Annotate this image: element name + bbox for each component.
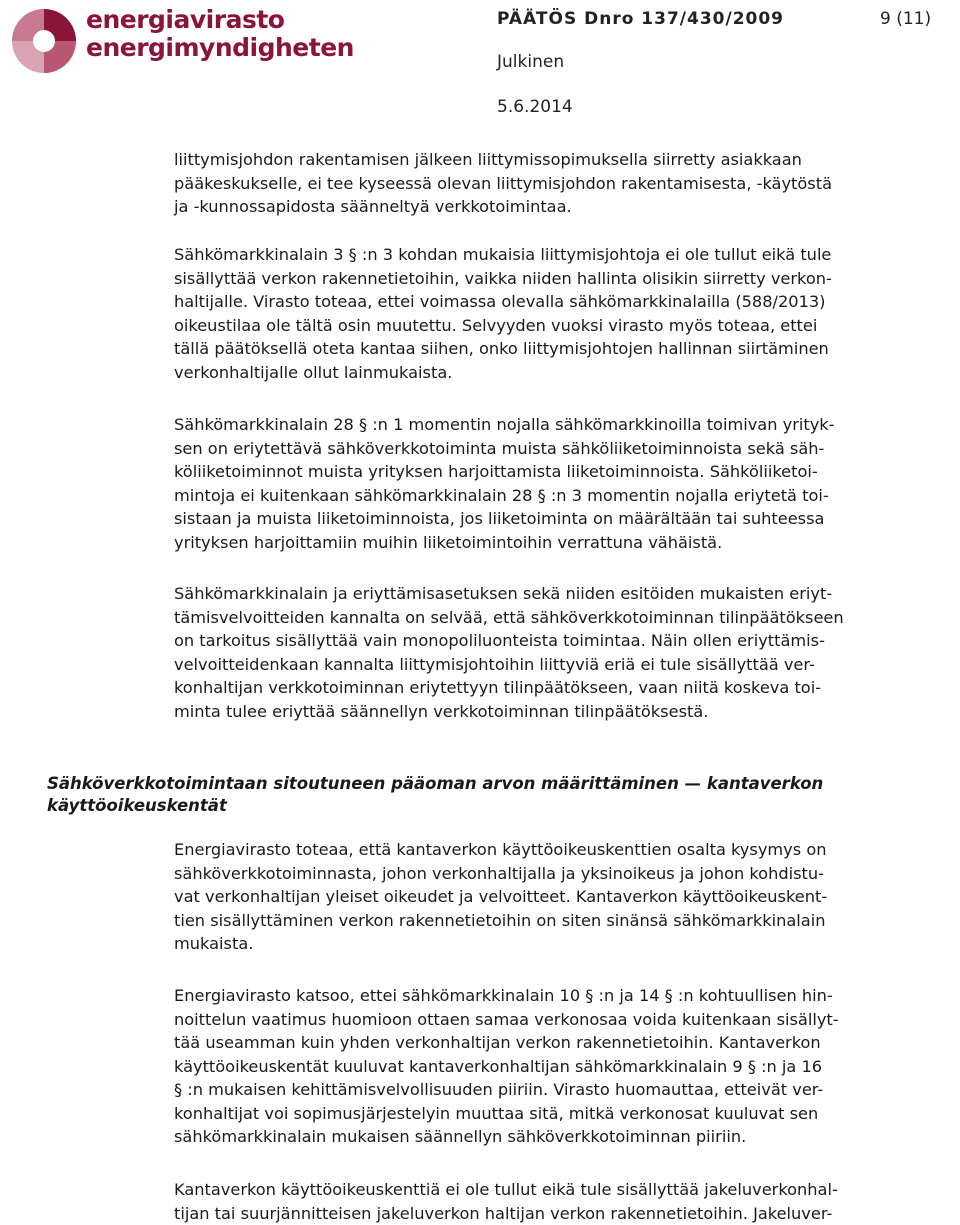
- paragraph-3: [174, 413, 898, 554]
- paragraph-2: [174, 243, 898, 384]
- paragraph-4: [174, 582, 898, 723]
- paragraph-7: [174, 1178, 898, 1225]
- text-line: sistaan ja muista liiketoiminnoista, jos liiketoiminta on määrältään tai suhteessa: [174, 507, 898, 531]
- text-line: tijan tai suurjännitteisen jakeluverkon haltijan verkon rakennetietoihin. Jakeluver-: [174, 1202, 898, 1225]
- text-line: haltijalle. Virasto toteaa, ettei voimassa olevalla sähkömarkkinalailla (588/2013): [174, 290, 898, 314]
- text-line: tää useamman kuin yhden verkonhaltijan verkon rakennetietoihin. Kantaverkon: [174, 1031, 898, 1055]
- section-heading: [47, 773, 907, 817]
- text-line: on tarkoitus sisällyttää vain monopoliluonteista toimintaa. Näin ollen eriyttämis-: [174, 629, 898, 653]
- text-line: konhaltijan verkkotoiminnan eriytettyyn tilinpäätökseen, vaan niitä koskeva toi-: [174, 676, 898, 700]
- text-line: Sähkömarkkinalain ja eriyttämisasetuksen sekä niiden esitöiden mukaisten eriyt-: [174, 582, 898, 606]
- text-line: verkonhaltijalle ollut lainmukaista.: [174, 361, 898, 385]
- text-line: Sähkömarkkinalain 3 § :n 3 kohdan mukaisia liittymisjohtoja ei ole tullut eikä tule: [174, 243, 898, 267]
- paragraph-5: [174, 838, 898, 956]
- paragraph-1: [174, 148, 898, 219]
- text-line: Energiavirasto toteaa, että kantaverkon käyttöoikeuskenttien osalta kysymys on: [174, 838, 898, 862]
- text-line: pääkeskukselle, ei tee kyseessä olevan liittymisjohdon rakentamisesta, -käytöstä: [174, 172, 898, 196]
- text-line: oikeustilaa ole tältä osin muutettu. Selvyyden vuoksi virasto myös toteaa, ettei: [174, 314, 898, 338]
- logo-line-1: energiavirasto: [86, 6, 354, 34]
- text-line: vat verkonhaltijan yleiset oikeudet ja velvoitteet. Kantaverkon käyttöoikeuskent-: [174, 885, 898, 909]
- decision-title: PÄÄTÖS Dnro 137/430/2009: [497, 9, 784, 29]
- logo-line-2: energimyndigheten: [86, 34, 354, 62]
- text-line: tämisvelvoitteiden kannalta on selvää, että sähköverkkotoiminnan tilinpäätökseen: [174, 606, 898, 630]
- text-line: sisällyttää verkon rakennetietoihin, vaikka niiden hallinta olisikin siirretty verkon-: [174, 267, 898, 291]
- page-number: 9 (11): [880, 9, 931, 29]
- text-line: tien sisällyttäminen verkon rakennetietoihin on siten sinänsä sähkömarkkinalain: [174, 909, 898, 933]
- text-line: tällä päätöksellä oteta kantaa siihen, onko liittymisjohtojen hallinnan siirtäminen: [174, 337, 898, 361]
- text-line: sähköverkkotoiminnasta, johon verkonhaltijalla ja yksinoikeus ja johon kohdistu-: [174, 862, 898, 886]
- text-line: mintoja ei kuitenkaan sähkömarkkinalain 28 § :n 3 momentin nojalla eriytetä toi-: [174, 484, 898, 508]
- text-line: ja -kunnossapidosta säänneltyä verkkotoimintaa.: [174, 195, 898, 219]
- text-line: Energiavirasto katsoo, ettei sähkömarkkinalain 10 § :n ja 14 § :n kohtuullisen hin-: [174, 984, 898, 1008]
- text-line: käyttöoikeuskentät kuuluvat kantaverkonhaltijan sähkömarkkinalain 9 § :n ja 16: [174, 1055, 898, 1079]
- text-line: mukaista.: [174, 932, 898, 956]
- document-date: 5.6.2014: [497, 97, 573, 117]
- text-line: sähkömarkkinalain mukaisen säännellyn sähköverkkotoiminnan piiriin.: [174, 1125, 898, 1149]
- text-line: noittelun vaatimus huomioon ottaen samaa verkonosaa voida kuitenkaan sisällyt-: [174, 1008, 898, 1032]
- paragraph-6: [174, 984, 898, 1149]
- heading-line: käyttöoikeuskentät: [47, 795, 907, 817]
- text-line: Sähkömarkkinalain 28 § :n 1 momentin nojalla sähkömarkkinoilla toimivan yrityk-: [174, 413, 898, 437]
- text-line: velvoitteidenkaan kannalta liittymisjohtoihin liittyviä eriä ei tule sisällyttää ver-: [174, 653, 898, 677]
- text-line: Kantaverkon käyttöoikeuskenttiä ei ole tullut eikä tule sisällyttää jakeluverkonhal-: [174, 1178, 898, 1202]
- text-line: konhaltijat voi sopimusjärjestelyin muuttaa sitä, mitkä verkonosat kuuluvat sen: [174, 1102, 898, 1126]
- text-line: minta tulee eriyttää säännellyn verkkotoiminnan tilinpäätöksestä.: [174, 700, 898, 724]
- text-line: § :n mukaisen kehittämisvelvollisuuden piiriin. Virasto huomauttaa, etteivät ver-: [174, 1078, 898, 1102]
- publicity-status: Julkinen: [497, 52, 564, 72]
- heading-line: Sähköverkkotoimintaan sitoutuneen pääoman arvon määrittäminen — kantaverkon: [47, 773, 907, 795]
- text-line: yrityksen harjoittamiin muihin liiketoimintoihin verrattuna vähäistä.: [174, 531, 898, 555]
- text-line: liittymisjohdon rakentamisen jälkeen liittymissopimuksella siirretty asiakkaan: [174, 148, 898, 172]
- text-line: köliiketoiminnot muista yrityksen harjoittamista liiketoiminnoista. Sähköliiketoi-: [174, 460, 898, 484]
- logo-wordmark: [86, 6, 354, 62]
- text-line: sen on eriytettävä sähköverkkotoiminta muista sähköliiketoiminnoista sekä säh-: [174, 437, 898, 461]
